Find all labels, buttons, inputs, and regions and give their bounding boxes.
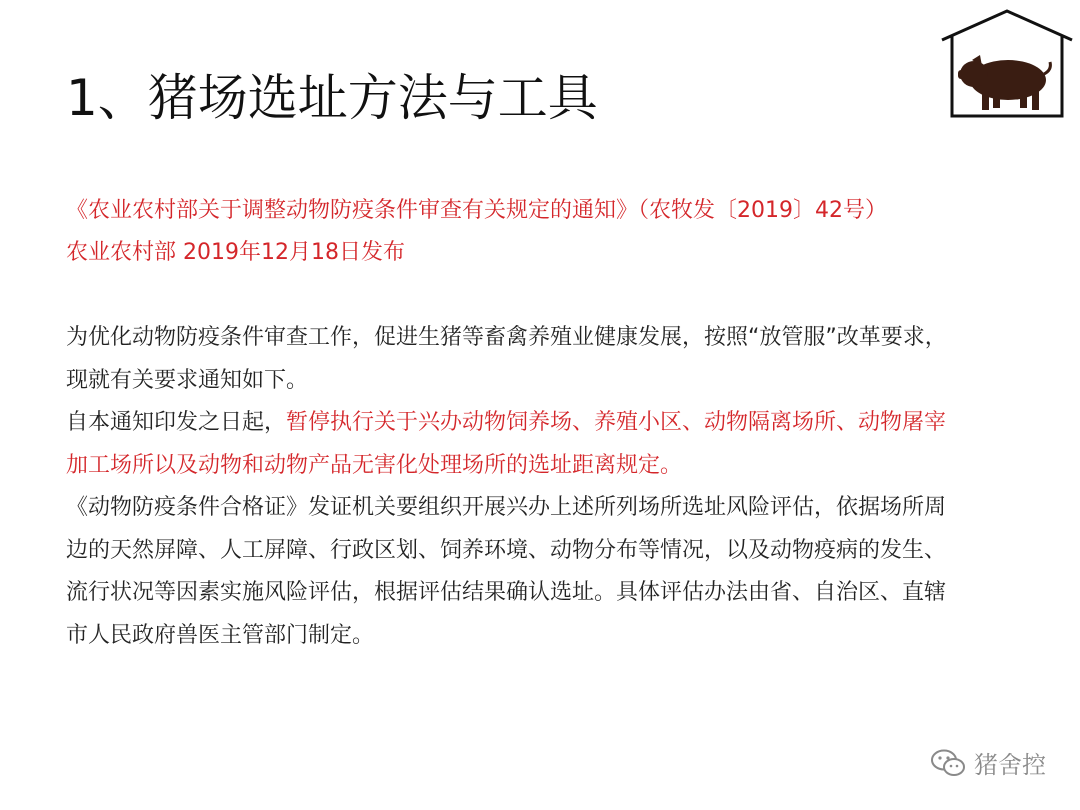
watermark <box>930 745 1046 780</box>
source-line-publisher: 农业农村部 2019年12月18日发布 <box>66 240 405 265</box>
paragraph-intro: 为优化动物防疫条件审查工作，促进生猪等畜禽养殖业健康发展，按照“放管服”改革要求，现就有关要求通知如下。 <box>66 325 947 393</box>
body-text <box>66 317 966 657</box>
paragraph-suspension-highlight: 暂停执行关于兴办动物饲养场、养殖小区、动物隔离场所、动物屠宰加工场所以及动物和动物产品无害化处理场所的选址距离规定。 <box>66 410 947 478</box>
pig-house-icon <box>938 8 1076 120</box>
page-title: 1、猪场选址方法与工具 <box>66 69 598 127</box>
source-line-notice: 《农业农村部关于调整动物防疫条件审查有关规定的通知》（农牧发〔2019〕42号） <box>66 198 887 223</box>
source-citation <box>66 190 966 274</box>
wechat-icon <box>930 748 966 778</box>
watermark-text: 猪舍控 <box>974 751 1046 779</box>
paragraph-suspension-lead: 自本通知印发之日起， <box>66 410 287 435</box>
paragraph-risk-assessment: 《动物防疫条件合格证》发证机关要组织开展兴办上述所列场所选址风险评估，依据场所周边的天然屏障、人工屏障、行政区划、饲养环境、动物分布等情况，以及动物疫病的发生、流行状况等因素实施风险评估，根据评估结果确认选址。具体评估办法由省、自治区、直辖市人民政府兽医主管部门制定。 <box>66 495 947 648</box>
paragraph-suspension <box>66 402 966 487</box>
